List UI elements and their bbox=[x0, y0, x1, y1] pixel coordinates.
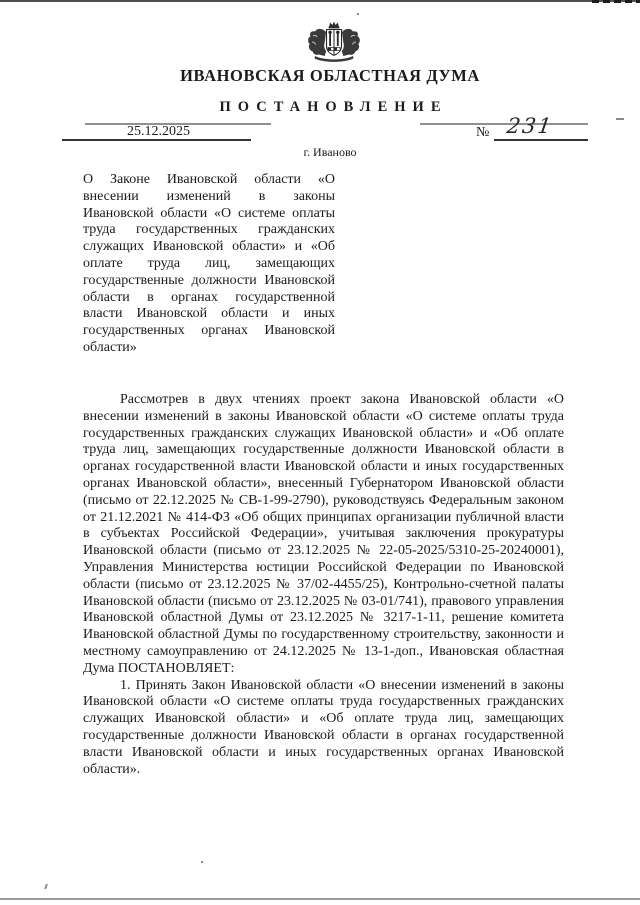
scan-artifact-top-line bbox=[0, 0, 640, 2]
document-date: 25.12.2025 bbox=[127, 124, 190, 139]
place-name: г. Иваново bbox=[303, 145, 357, 159]
scan-artifact-speck bbox=[357, 13, 359, 15]
scan-artifact-speck bbox=[616, 118, 624, 120]
document-body bbox=[83, 392, 564, 778]
coat-of-arms-icon bbox=[301, 20, 367, 64]
letterhead-rule-right bbox=[420, 123, 588, 125]
document-number-handwritten: 231 bbox=[505, 114, 555, 138]
scan-artifact-top-dashes bbox=[592, 0, 640, 3]
organization-name: ИВАНОВСКАЯ ОБЛАСТНАЯ ДУМА bbox=[180, 66, 480, 85]
scan-artifact-speck bbox=[201, 861, 203, 863]
body-paragraph-preamble: Рассмотрев в двух чтениях проект закона Ивановской области «О внесении изменений в законы Ивановской области «О системе оплаты труда государственных гражданских служащих Ивановской области» и «Об оплате труда лиц, замещающих государственные должности Ивановской области в органах государственной власти Ивановской области и иных государственных органах Ивановской области», внесенный Губернатором Ивановской области (письмо от 22.12.2025 № СВ-1-99-2790), руководствуясь Федеральным законом от 21.12.2021 № 414-ФЗ «Об общих принципах организации публичной власти в субъектах Российской Федерации», учитывая заключения прокуратуры Ивановской области (письмо от 23.12.2025 № 22-05-2025/5310-25-20240001), Управления Министерства юстиции Российской Федерации по Ивановской области (письмо от 23.12.2025 № 37/02-4455/25), Контрольно-счетной палаты Ивановской области (письмо от 23.12.2025 № 03-01/741), правового управления Ивановской областной Думы от 23.12.2025 № 3217-1-11, решение комитета Ивановской областной Думы по государственному строительству, законности и местному самоуправлению от 24.12.2025 № 13-1-доп., Ивановская областная Дума ПОСТАНОВЛЯЕТ: bbox=[83, 392, 564, 676]
body-paragraph-resolution: 1. Принять Закон Ивановской области «О внесении изменений в законы Ивановской области «О системе оплаты труда государственных гражданских служащих Ивановской области» и «Об оплате труда лиц, замещающих государственные должности Ивановской области в органах государственной власти Ивановской области и иных государственных органах Ивановской области». bbox=[83, 677, 564, 777]
subject-block: О Законе Ивановской области «О внесении изменений в законы Ивановской области «О системе оплаты труда государственных гражданских служащих Ивановской области» и «Об оплате труда лиц, замещающих государственные должности Ивановской области в органах государственной власти Ивановской области и иных государственных органах Ивановской области» bbox=[83, 172, 335, 355]
scan-artifact-bottom-line bbox=[0, 898, 640, 900]
scan-artifact-speck bbox=[44, 884, 48, 889]
document-type-title: ПОСТАНОВЛЕНИЕ bbox=[219, 99, 448, 115]
number-sign-label: № bbox=[476, 125, 490, 140]
number-underline bbox=[494, 139, 588, 141]
